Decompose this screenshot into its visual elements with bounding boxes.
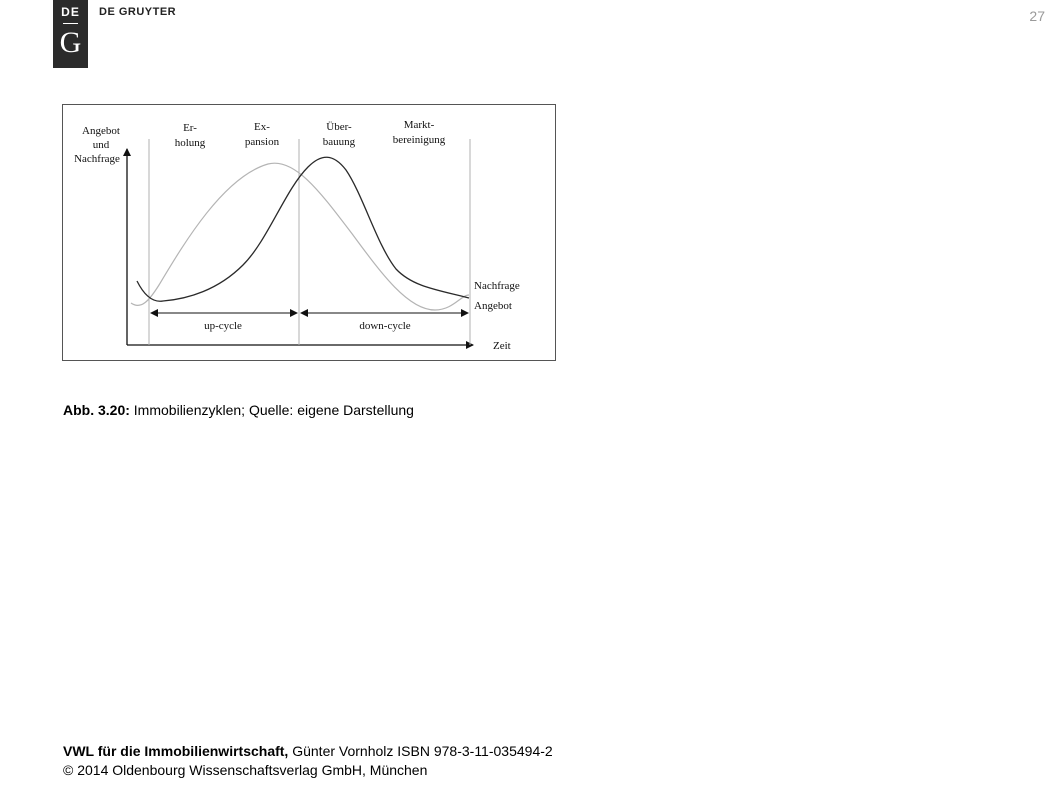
label-supply: Angebot — [474, 300, 512, 312]
logo-g-text: G — [59, 26, 82, 59]
publisher-logo — [53, 0, 88, 68]
demand-curve — [137, 157, 469, 301]
author-isbn: Günter Vornholz ISBN 978-3-11-035494-2 — [292, 743, 553, 759]
y-axis-label-line-1: Angebot — [82, 125, 120, 137]
cycle-diagram — [63, 105, 555, 360]
phase-label-recovery-2: holung — [174, 137, 206, 149]
book-title: VWL für die Immobilienwirtschaft, — [63, 743, 289, 759]
logo-de-text: DE — [61, 5, 80, 19]
phase-label-overbuilding-2: bauung — [322, 136, 356, 148]
page-number: 27 — [1029, 8, 1045, 24]
x-axis-label: Zeit — [493, 340, 511, 352]
page-footer — [63, 742, 553, 780]
footer-line-1 — [63, 742, 553, 761]
phase-label-expansion-2: pansion — [244, 136, 280, 148]
copyright: © 2014 Oldenbourg Wissenschaftsverlag GmbH, München — [63, 762, 428, 778]
phase-label-expansion-1: Ex- — [254, 121, 270, 133]
phase-label-consolidation-2: bereinigung — [392, 134, 446, 146]
phase-label-consolidation-1: Markt- — [403, 119, 435, 131]
caption-label: Abb. 3.20: — [63, 402, 130, 418]
y-axis-label-line-3: Nachfrage — [74, 153, 120, 165]
label-demand: Nachfrage — [474, 280, 520, 292]
down-cycle-label: down-cycle — [359, 320, 411, 332]
phase-label-overbuilding-1: Über- — [326, 121, 352, 133]
supply-curve — [131, 163, 469, 310]
publisher-name: DE GRUYTER — [99, 6, 177, 18]
figure-caption — [63, 402, 414, 418]
logo-divider — [63, 23, 78, 24]
figure-real-estate-cycle — [62, 104, 556, 361]
caption-text: Immobilienzyklen; Quelle: eigene Darstellung — [133, 402, 414, 418]
y-axis-label-line-2: und — [92, 139, 110, 151]
up-cycle-label: up-cycle — [204, 320, 242, 332]
phase-label-recovery-1: Er- — [183, 122, 197, 134]
